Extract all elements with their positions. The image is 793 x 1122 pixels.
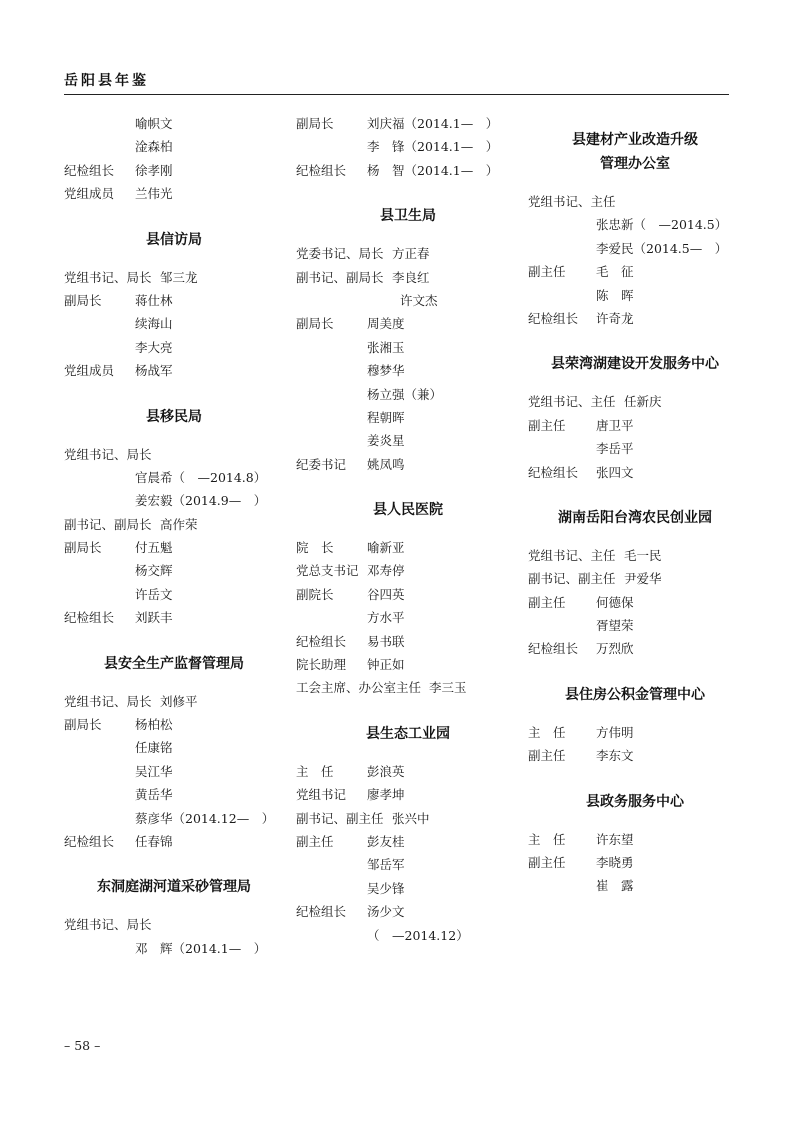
section-title: 县卫生局 [380, 208, 436, 225]
person-name: 任康铭 [135, 740, 173, 756]
personnel-row [528, 260, 742, 283]
personnel-row [528, 237, 742, 260]
person-name: 胥望荣 [596, 618, 634, 634]
personnel-row [528, 461, 742, 484]
role-label: 党组书记、局长 [64, 917, 152, 933]
role-label: 副主任 [528, 748, 566, 764]
person-name: 兰伟光 [135, 186, 173, 202]
role-label: 纪检组长 [296, 162, 347, 178]
personnel-row [296, 853, 520, 876]
person-name: 程朝晖 [367, 409, 405, 425]
personnel-row [296, 312, 520, 335]
personnel-row [64, 466, 284, 489]
person-name: 邓 辉（2014.1— ） [135, 940, 267, 956]
personnel-row [296, 676, 520, 699]
role-label: 副书记、副局长 [296, 269, 384, 285]
role-label: 党组成员 [64, 186, 115, 202]
personnel-row [528, 874, 742, 897]
section [64, 652, 284, 854]
person-name: 杨立强（兼） [367, 386, 443, 402]
role-label: 副局长 [296, 116, 334, 131]
role-label: 党组成员 [64, 363, 115, 379]
role-label: 副主任 [528, 417, 566, 433]
personnel-row [64, 830, 284, 853]
section [64, 875, 284, 960]
person-name: 李爱民（2014.5— ） [596, 240, 728, 256]
personnel-row [64, 159, 284, 182]
role-label: 院 长 [296, 540, 334, 556]
personnel-row [296, 159, 520, 182]
personnel-row [528, 190, 742, 213]
role-label: 副局长 [64, 540, 102, 556]
personnel-row [296, 266, 520, 289]
personnel-row [296, 336, 520, 359]
person-name: 姚凤鸣 [367, 456, 405, 472]
person-name: 彭浪英 [367, 763, 405, 779]
role-label: 纪检组长 [528, 464, 579, 480]
person-name: 周美度 [367, 316, 405, 332]
person-name: 李岳平 [596, 441, 634, 457]
person-name: 彭友桂 [367, 833, 405, 849]
person-name: 李良红 [392, 269, 430, 285]
person-name: 李大亮 [135, 339, 173, 355]
personnel-row [296, 453, 520, 476]
person-name: 刘庆福（2014.1— ） [367, 116, 499, 131]
person-name: 杨 智（2014.1— ） [367, 162, 499, 178]
person-name: 汤少文 [367, 904, 405, 920]
personnel-row [64, 583, 284, 606]
person-name: 吴江华 [135, 763, 173, 779]
personnel-row [296, 429, 520, 452]
personnel-row [64, 913, 284, 936]
personnel-row [296, 383, 520, 406]
running-header: 岳阳县年鉴 [64, 73, 149, 89]
person-name: 谷四英 [367, 586, 405, 602]
personnel-row [296, 630, 520, 653]
person-name: 穆梦华 [367, 363, 405, 379]
personnel-row [296, 830, 520, 853]
person-name: 杨交辉 [135, 563, 173, 579]
role-label: 副书记、副主任 [296, 810, 384, 826]
role-label: 纪检组长 [528, 641, 579, 657]
section-title: 湖南岳阳台湾农民创业园 [558, 509, 712, 526]
person-name: 邹岳军 [367, 857, 405, 873]
person-name: 刘修平 [160, 693, 198, 709]
personnel-row [64, 312, 284, 335]
role-label: 副书记、副局长 [64, 516, 152, 532]
personnel-row [528, 437, 742, 460]
person-name: 李三玉 [429, 680, 467, 696]
section-title: 县政务服务中心 [586, 793, 684, 810]
role-label: 纪检组长 [528, 310, 579, 326]
role-label: 主 任 [528, 724, 566, 740]
role-label: 党总支书记 [296, 563, 359, 579]
person-name: 唐卫平 [596, 417, 634, 433]
role-label: 党组书记、主任 [528, 194, 616, 209]
person-name: 官晨希（ —2014.8） [135, 469, 267, 485]
personnel-row [64, 135, 284, 158]
personnel-row [296, 359, 520, 382]
person-name: 许文杰 [400, 292, 438, 308]
personnel-row [64, 559, 284, 582]
section [64, 405, 284, 630]
person-name: 蔡彦华（2014.12— ） [135, 810, 275, 826]
personnel-row [64, 760, 284, 783]
personnel-row [296, 559, 520, 582]
section-title: 县建材产业改造升级 管理办公室 [572, 132, 698, 172]
personnel-row [64, 807, 284, 830]
person-name: 方正春 [392, 246, 430, 262]
section-title: 县安全生产监督管理局 [104, 655, 244, 672]
section [296, 498, 520, 700]
personnel-row [64, 336, 284, 359]
person-name: 张忠新（ —2014.5） [596, 217, 728, 233]
personnel-row [296, 606, 520, 629]
section [296, 112, 520, 182]
column-3 [528, 112, 742, 898]
personnel-row [296, 877, 520, 900]
personnel-row [296, 653, 520, 676]
personnel-row [64, 937, 284, 960]
person-name: 易书联 [367, 633, 405, 649]
personnel-row [296, 406, 520, 429]
personnel-row [64, 713, 284, 736]
role-label: 主 任 [528, 831, 566, 847]
personnel-row [528, 307, 742, 330]
person-name: 姜宏毅（2014.9— ） [135, 493, 267, 509]
person-name: 廖孝坤 [367, 787, 405, 803]
section-title: 县住房公积金管理中心 [565, 686, 705, 703]
role-label: 纪检组长 [64, 610, 115, 626]
section-title: 县人民医院 [373, 502, 443, 519]
person-name: 许东望 [596, 831, 634, 847]
person-name: 喻新亚 [367, 540, 405, 556]
role-label: 院长助理 [296, 657, 347, 673]
personnel-row [528, 567, 742, 590]
person-name: 李晓勇 [596, 855, 634, 871]
personnel-row [528, 828, 742, 851]
personnel-row [296, 783, 520, 806]
person-name: 黄岳华 [135, 787, 173, 803]
personnel-row [296, 760, 520, 783]
personnel-row [296, 112, 520, 135]
person-name: 张四文 [596, 464, 634, 480]
role-label: 副书记、副主任 [528, 571, 616, 587]
personnel-row [64, 266, 284, 289]
personnel-row [64, 606, 284, 629]
person-name: 许奇龙 [596, 310, 634, 326]
person-name: 何德保 [596, 594, 634, 610]
person-name: 邹三龙 [160, 269, 198, 285]
person-name: 李东文 [596, 748, 634, 764]
personnel-row [296, 135, 520, 158]
personnel-row [296, 807, 520, 830]
person-name: 方伟明 [596, 724, 634, 740]
section [528, 683, 742, 768]
personnel-row [296, 242, 520, 265]
person-name: 吴少锋 [367, 880, 405, 896]
personnel-row [528, 390, 742, 413]
section [64, 112, 284, 206]
person-name: 钟正如 [367, 657, 405, 673]
section [528, 506, 742, 661]
personnel-row [296, 536, 520, 559]
section [528, 128, 742, 330]
section [64, 228, 284, 383]
personnel-row [64, 443, 284, 466]
personnel-row [64, 112, 284, 135]
section [296, 204, 520, 476]
role-label: 工会主席、办公室主任 [296, 680, 422, 696]
person-name: 方水平 [367, 610, 405, 626]
personnel-row [296, 289, 520, 312]
section [528, 790, 742, 898]
personnel-row [64, 783, 284, 806]
person-name: 李 锋（2014.1— ） [367, 139, 499, 155]
person-name: 许岳文 [135, 586, 173, 602]
person-name: 张兴中 [392, 810, 430, 826]
role-label: 副局长 [64, 717, 102, 733]
person-name: 高作荣 [160, 516, 198, 532]
role-label: 党组书记、主任 [528, 547, 616, 563]
role-label: 纪委书记 [296, 456, 347, 472]
person-name: 姜炎星 [367, 433, 405, 449]
role-label: 党组书记、局长 [64, 446, 152, 462]
personnel-row [528, 721, 742, 744]
person-name: 毛一民 [624, 547, 662, 563]
role-label: 党组书记、局长 [64, 693, 152, 709]
person-name: 万烈欣 [596, 641, 634, 657]
role-label: 党委书记、局长 [296, 246, 384, 262]
section-title: 县移民局 [146, 408, 202, 425]
section [528, 352, 742, 484]
role-label: 副院长 [296, 586, 334, 602]
person-name: 毛 征 [596, 264, 634, 280]
personnel-row [64, 359, 284, 382]
page-number: – 58 – [64, 1038, 101, 1053]
role-label: 党组书记、局长 [64, 269, 152, 285]
person-name: 任春锦 [135, 833, 173, 849]
person-name: 任新庆 [624, 394, 662, 410]
role-label: 副主任 [528, 594, 566, 610]
personnel-row [64, 536, 284, 559]
role-label: 纪检组长 [296, 633, 347, 649]
personnel-row [528, 851, 742, 874]
person-name: 杨柏松 [135, 717, 173, 733]
personnel-row [528, 744, 742, 767]
person-name: 刘跃丰 [135, 610, 173, 626]
column-2 [296, 112, 520, 947]
role-label: 纪检组长 [64, 833, 115, 849]
header-rule [64, 94, 729, 95]
person-name: 淦森柏 [135, 139, 173, 155]
person-name: 尹爱华 [624, 571, 662, 587]
person-name: 付五魁 [135, 540, 173, 556]
section-title: 东洞庭湖河道采砂管理局 [97, 879, 251, 896]
personnel-row [64, 489, 284, 512]
personnel-row [528, 414, 742, 437]
person-name: 张湘玉 [367, 339, 405, 355]
person-name: 崔 露 [596, 878, 634, 894]
personnel-row [296, 900, 520, 923]
person-name: 蒋仕林 [135, 292, 173, 308]
role-label: 纪检组长 [296, 904, 347, 920]
personnel-row [528, 544, 742, 567]
personnel-row [528, 213, 742, 236]
person-name: 陈 晖 [596, 287, 634, 303]
personnel-row [64, 289, 284, 312]
role-label: 副局长 [64, 292, 102, 308]
role-label: 党组书记、主任 [528, 394, 616, 410]
personnel-row [64, 182, 284, 205]
role-label: 副主任 [296, 833, 334, 849]
personnel-row [64, 690, 284, 713]
role-label: 纪检组长 [64, 162, 115, 178]
person-name: 续海山 [135, 316, 173, 332]
person-name: 杨战军 [135, 363, 173, 379]
role-label: 主 任 [296, 763, 334, 779]
person-name: 喻帜文 [135, 116, 173, 131]
role-label: 副局长 [296, 316, 334, 332]
role-label: 副主任 [528, 855, 566, 871]
section-title: 县荣湾湖建设开发服务中心 [551, 356, 719, 373]
personnel-row [528, 284, 742, 307]
personnel-row [528, 591, 742, 614]
personnel-row [64, 513, 284, 536]
role-label: 副主任 [528, 264, 566, 280]
personnel-row [64, 736, 284, 759]
personnel-row [296, 583, 520, 606]
personnel-row [528, 637, 742, 660]
personnel-row [296, 924, 520, 947]
role-label: 党组书记 [296, 787, 347, 803]
person-name: 邓寿停 [367, 563, 405, 579]
section [296, 722, 520, 947]
person-name: （ —2014.12） [367, 927, 469, 943]
person-name: 徐孝刚 [135, 162, 173, 178]
personnel-row [528, 614, 742, 637]
column-1 [64, 112, 284, 960]
section-title: 县生态工业园 [366, 725, 450, 742]
section-title: 县信访局 [146, 231, 202, 248]
